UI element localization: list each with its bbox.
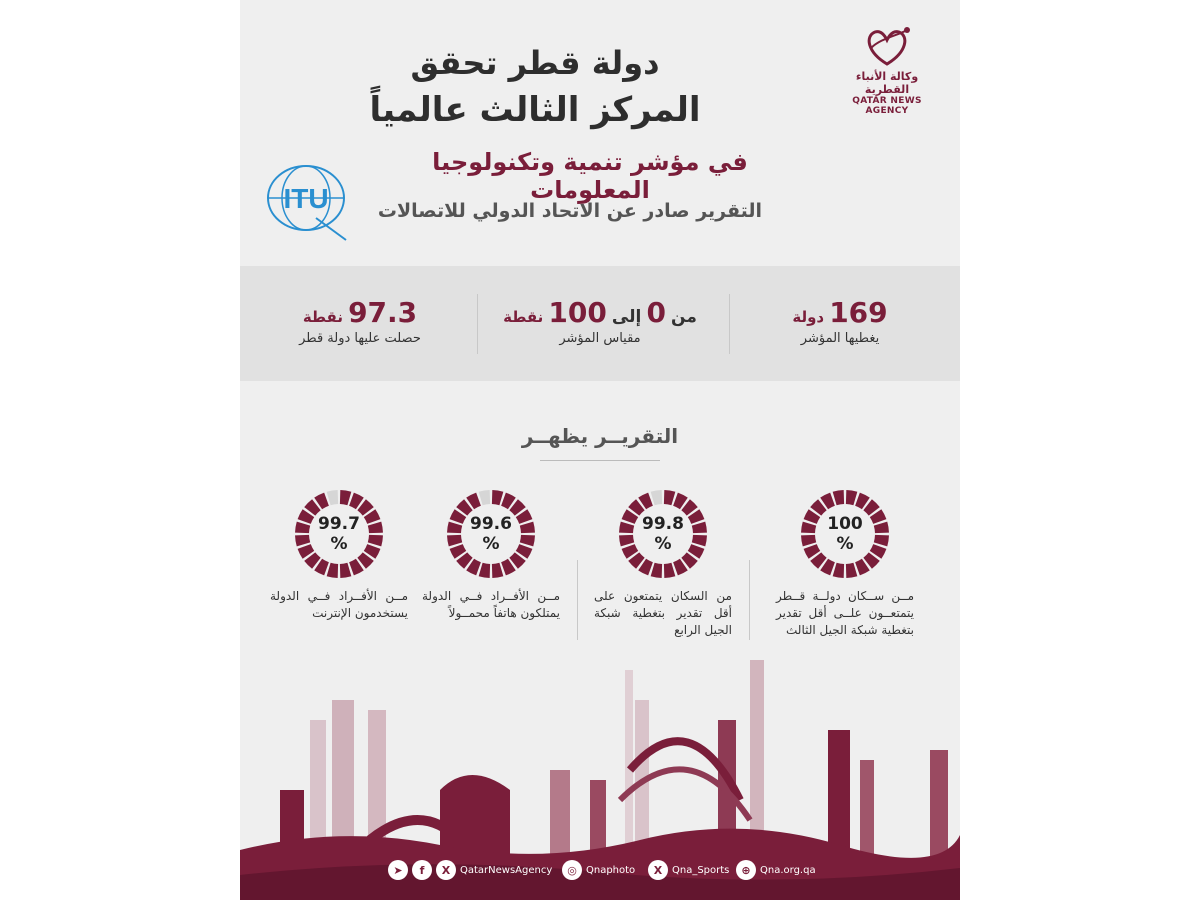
metric-4g-coverage: [588, 488, 738, 639]
stat-score-unit: نقطة: [302, 308, 343, 326]
social-group-photo[interactable]: [562, 860, 635, 880]
metric-value: 99.6 %: [470, 514, 512, 554]
ring-segment: [492, 490, 503, 505]
footer-bar: [240, 858, 960, 886]
metric-description: مــن الأفــراد فــي الدولة يستخدمون الإنترنت: [270, 589, 408, 620]
metric-description: من السكان يتمتعون على أقل تقدير بتغطية شبكة الجيل الرابع: [594, 589, 732, 637]
agency-name-ar: وكالة الأنباء القطرية: [855, 70, 919, 96]
stats-divider: [729, 294, 730, 354]
stat-score: [250, 296, 470, 346]
stat-scale-unit: نقطة: [503, 308, 544, 326]
stats-divider: [477, 294, 478, 354]
ring-segment: [651, 563, 662, 578]
stat-score-caption: حصلت عليها دولة قطر: [299, 331, 421, 346]
website-link[interactable]: [736, 860, 816, 880]
progress-ring: [799, 488, 891, 580]
ring-segment: [340, 490, 351, 505]
stat-scale-prefix: من: [671, 307, 697, 327]
stat-scale-value: 100: [548, 296, 607, 329]
instagram-icon[interactable]: ◎: [562, 860, 582, 880]
ring-segment: [327, 563, 338, 578]
metric-internet-usage: [264, 488, 414, 622]
social-handle-sports[interactable]: Qna_Sports: [672, 864, 730, 876]
metric-mobile-ownership: [416, 488, 566, 622]
metric-description: مــن ســكان دولــة قــطر يتمتعــون علــى أقل تقدير بتغطية شبكة الجيل الثالث: [776, 589, 914, 637]
section-underline: [540, 460, 660, 461]
social-group-main[interactable]: [388, 860, 552, 880]
website-url[interactable]: Qna.org.qa: [760, 864, 816, 876]
ring-segment: [846, 490, 857, 505]
ring-segment: [833, 563, 844, 578]
headline-line-1: دولة قطر تحقق: [410, 44, 660, 82]
social-handle-main[interactable]: QatarNewsAgency: [460, 864, 553, 876]
itu-logo-text: ITU: [283, 183, 329, 214]
stat-countries: [730, 296, 950, 346]
metric-description: مــن الأفــراد فــي الدولة يمتلكون هاتفاً محمــولاً: [422, 589, 560, 620]
ring-segment: [664, 563, 675, 578]
ring-segment: [651, 490, 662, 505]
x-icon[interactable]: X: [436, 860, 456, 880]
metrics-divider: [577, 560, 578, 640]
ring-segment: [833, 490, 844, 505]
ring-segment: [479, 563, 490, 578]
stat-score-value: 97.3: [348, 296, 418, 329]
report-source: التقرير صادر عن الاتحاد الدولي للاتصالات: [377, 200, 763, 222]
headline-line-2: المركز الثالث عالمياً: [369, 90, 701, 130]
infographic-poster: [240, 0, 960, 900]
stat-scale-caption: مقياس المؤشر: [559, 331, 641, 346]
stat-countries-value: 169: [829, 296, 888, 329]
progress-ring: [617, 488, 709, 580]
stat-countries-unit: دولة: [792, 308, 825, 326]
social-group-sports[interactable]: [648, 860, 729, 880]
metric-3g-coverage: [770, 488, 920, 639]
progress-ring: [445, 488, 537, 580]
ring-segment: [664, 490, 675, 505]
metrics-divider: [749, 560, 750, 640]
stat-scale-from: 0: [646, 296, 666, 329]
itu-logo: [266, 158, 350, 242]
ring-segment: [492, 563, 503, 578]
x-icon[interactable]: X: [648, 860, 668, 880]
telegram-icon[interactable]: ➤: [388, 860, 408, 880]
metric-value: 99.7 %: [318, 514, 360, 554]
agency-name-en: QATAR NEWS AGENCY: [852, 96, 922, 116]
ring-segment: [479, 490, 490, 505]
metric-value: 99.8 %: [642, 514, 684, 554]
headline-line-3: في مؤشر تنمية وتكنولوجيا المعلومات: [432, 148, 748, 204]
progress-ring: [293, 488, 385, 580]
facebook-icon[interactable]: f: [412, 860, 432, 880]
section-title: التقريــر يظهــر: [521, 424, 679, 448]
stat-scale: [490, 296, 710, 346]
stats-band: [240, 266, 960, 381]
ring-segment: [340, 563, 351, 578]
stat-countries-caption: يغطيها المؤشر: [800, 331, 880, 346]
social-handle-photo[interactable]: Qnaphoto: [586, 864, 636, 876]
stat-scale-to-word: إلى: [611, 307, 642, 327]
ring-segment: [846, 563, 857, 578]
qna-logo: [832, 24, 942, 116]
metric-value: 100 %: [827, 514, 863, 554]
globe-icon[interactable]: ⊕: [736, 860, 756, 880]
ring-segment: [327, 490, 338, 505]
